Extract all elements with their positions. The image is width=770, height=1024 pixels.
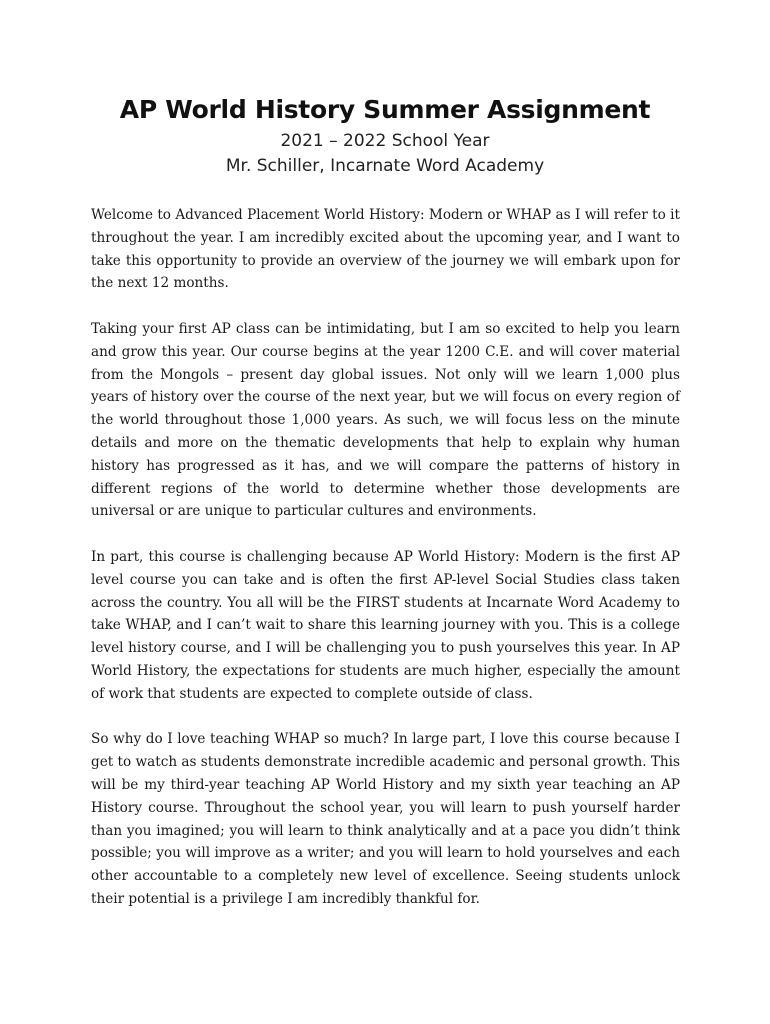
paragraph-first-ap-class: Taking your first AP class can be intimidating, but I am so excited to help you learn and grow this year. Our course begins at the year 1200 C.E. and will cover material from the Mongols – present day global issues. Not only will we learn 1,000 plus years of history over the course of the next year, but we will focus on every region of the world throughout those 1,000 years. As such, we will focus less on the minute details and more on the thematic developments that help to explain why human history has progressed as it has, and we will compare the patterns of history in different regions of the world to determine whether those developments are universal or are unique to particular cultures and environments.: [91, 320, 680, 520]
paragraph-welcome: Welcome to Advanced Placement World History: Modern or WHAP as I will refer to it throughout the year. I am incredibly excited about the upcoming year, and I want to take this opportunity to provide an overview of the journey we will embark upon for the next 12 months.: [91, 207, 680, 292]
paragraph-course-challenge: In part, this course is challenging because AP World History: Modern is the first AP level course you can take and is often the first AP-level Social Studies class taken across the country. You all will be the FIRST students at Incarnate Word Academy to take WHAP, and I can’t wait to share this learning journey with you. This is a college level history course, and I will be challenging you to push yourselves this year. In AP World History, the expectations for students are much higher, especially the amount of work that students are expected to complete outside of class.: [91, 548, 680, 702]
document-header: [0, 93, 770, 179]
teacher-line: Mr. Schiller, Incarnate Word Academy: [225, 156, 545, 176]
school-year: 2021 – 2022 School Year: [280, 131, 490, 151]
document-body: [91, 204, 680, 934]
paragraph-why-whap: So why do I love teaching WHAP so much? In large part, I love this course because I get to watch as students demonstrate incredible academic and personal growth. This will be my third-year teaching AP World History and my sixth year teaching an AP History course. Throughout the school year, you will learn to push yourself harder than you imagined; you will learn to think analytically and at a pace you didn’t think possible; you will improve as a writer; and you will learn to hold yourselves and each other accountable to a completely new level of excellence. Seeing students unlock their potential is a privilege I am incredibly thankful for.: [91, 731, 680, 907]
page-title: AP World History Summer Assignment: [119, 95, 651, 124]
